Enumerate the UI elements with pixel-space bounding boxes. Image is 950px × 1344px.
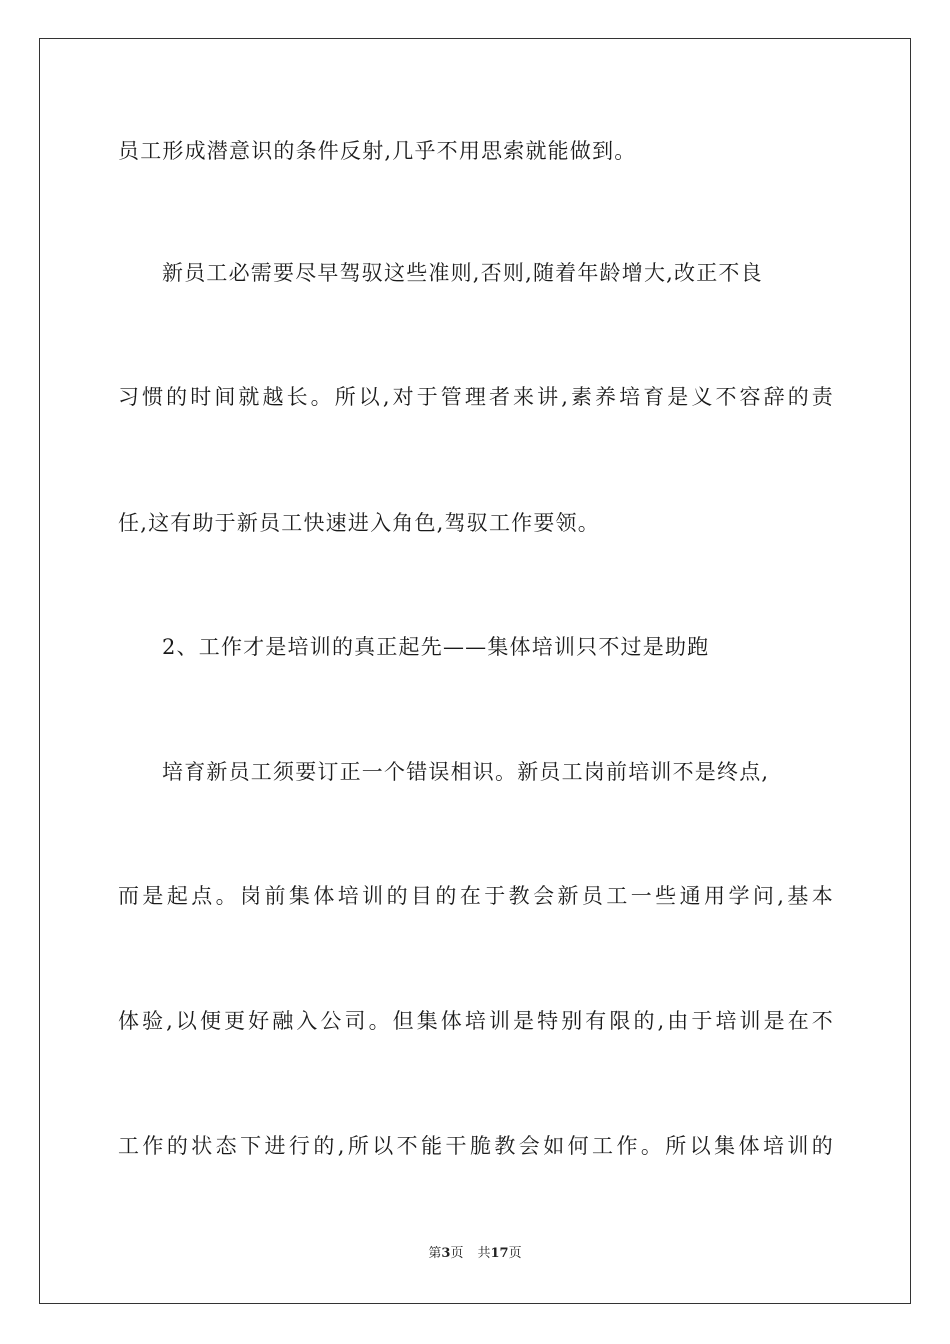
total-suffix: 页 [508,1246,522,1261]
text-line-6: 培育新员工须要订正一个错误相识。新员工岗前培训不是终点, [162,760,770,784]
text-line-7: 而是起点。岗前集体培训的目的在于教会新员工一些通用学问,基本 [118,884,834,908]
page-footer [0,1245,950,1263]
page-suffix: 页 [450,1246,464,1261]
page-number: 3 [441,1246,451,1261]
text-line-2: 新员工必需要尽早驾驭这些准则,否则,随着年龄增大,改正不良 [162,261,763,285]
total-pages: 17 [490,1246,509,1261]
text-line-8: 体验,以便更好融入公司。但集体培训是特别有限的,由于培训是在不 [118,1009,834,1033]
total-prefix: 共 [477,1246,491,1261]
text-line-3: 习惯的时间就越长。所以,对于管理者来讲,素养培育是义不容辞的责 [118,385,834,409]
page-border [39,38,911,1304]
section-heading: 2、工作才是培训的真正起先——集体培训只不过是助跑 [162,635,710,659]
text-line-1: 员工形成潜意识的条件反射,几乎不用思索就能做到。 [118,139,637,163]
page-prefix: 第 [428,1246,442,1261]
text-line-9: 工作的状态下进行的,所以不能干脆教会如何工作。所以集体培训的 [118,1134,834,1158]
text-line-4: 任,这有助于新员工快速进入角色,驾驭工作要领。 [118,511,600,535]
